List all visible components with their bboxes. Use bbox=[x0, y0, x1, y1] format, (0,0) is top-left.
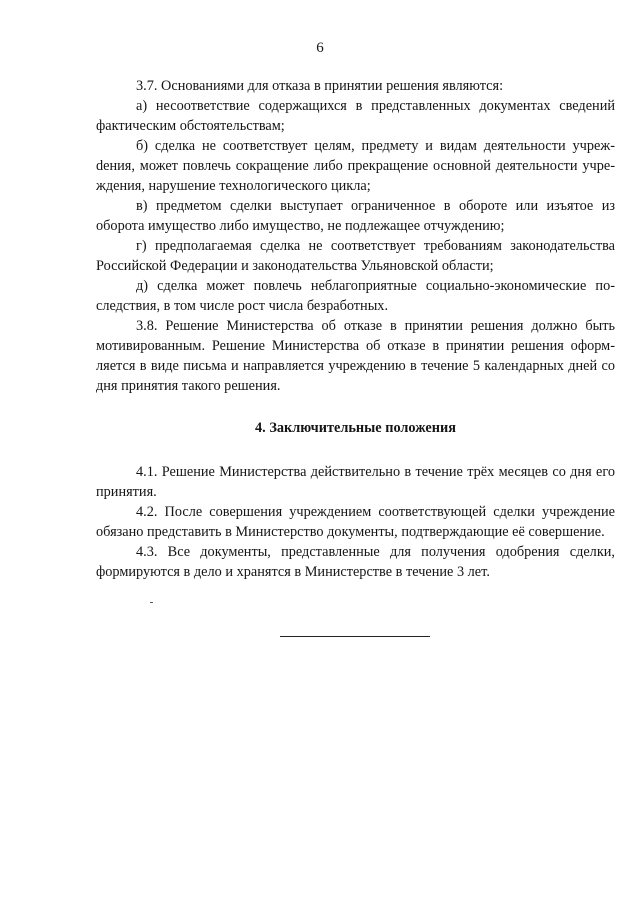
end-of-document-rule bbox=[280, 636, 430, 637]
clause-3-7-v: в) предметом сделки выступает ограниченное в обороте или изъятое из оборота имущество либо имущество, не подлежащее отчуждению; bbox=[96, 198, 615, 234]
clause-4-2: 4.2. После совершения учреждением соответствующей сделки учреждение обязано представить в Министерство документы, подтверждающие её совершение. bbox=[96, 504, 615, 540]
clause-3-8: 3.8. Решение Министерства об отказе в принятии решения должно быть мотивированным. Решение Министерства об отказе в принятии решения оформляется в виде письма и направляется учреждению в течение 5 календарных дней со дня принятия такого решения. bbox=[96, 318, 615, 394]
clause-3-7-g: г) предполагаемая сделка не соответствует требованиям законодательства Российской Федерации и законодательства Ульяновской области; bbox=[96, 238, 615, 274]
clause-3-7-b: б) сделка не соответствует целям, предмету и видам деятельности учрежdения, может повлечь сокращение либо прекращение основной деятельности учреждения, нарушение технологического цикла; bbox=[96, 138, 615, 194]
page-number: 6 bbox=[316, 40, 324, 56]
clause-4-3: 4.3. Все документы, представленные для получения одобрения сделки, формируются в дело и хранятся в Министерстве в течение 3 лет. bbox=[96, 544, 615, 580]
document-body bbox=[96, 76, 615, 582]
clause-3-7-d: д) сделка может повлечь неблагоприятные социально-экономические последствия, в том числе рост числа безработных. bbox=[96, 278, 615, 314]
clause-3-7-a: а) несоответствие содержащихся в представленных документах сведений фактическим обстоятельствам; bbox=[96, 98, 615, 134]
stray-mark bbox=[150, 602, 153, 603]
section-heading: 4. Заключительные положения bbox=[255, 420, 456, 436]
clause-4-1: 4.1. Решение Министерства действительно в течение трёх месяцев со дня его принятия. bbox=[96, 464, 615, 500]
clause-3-7-intro: 3.7. Основаниями для отказа в принятии решения являются: bbox=[136, 78, 504, 94]
